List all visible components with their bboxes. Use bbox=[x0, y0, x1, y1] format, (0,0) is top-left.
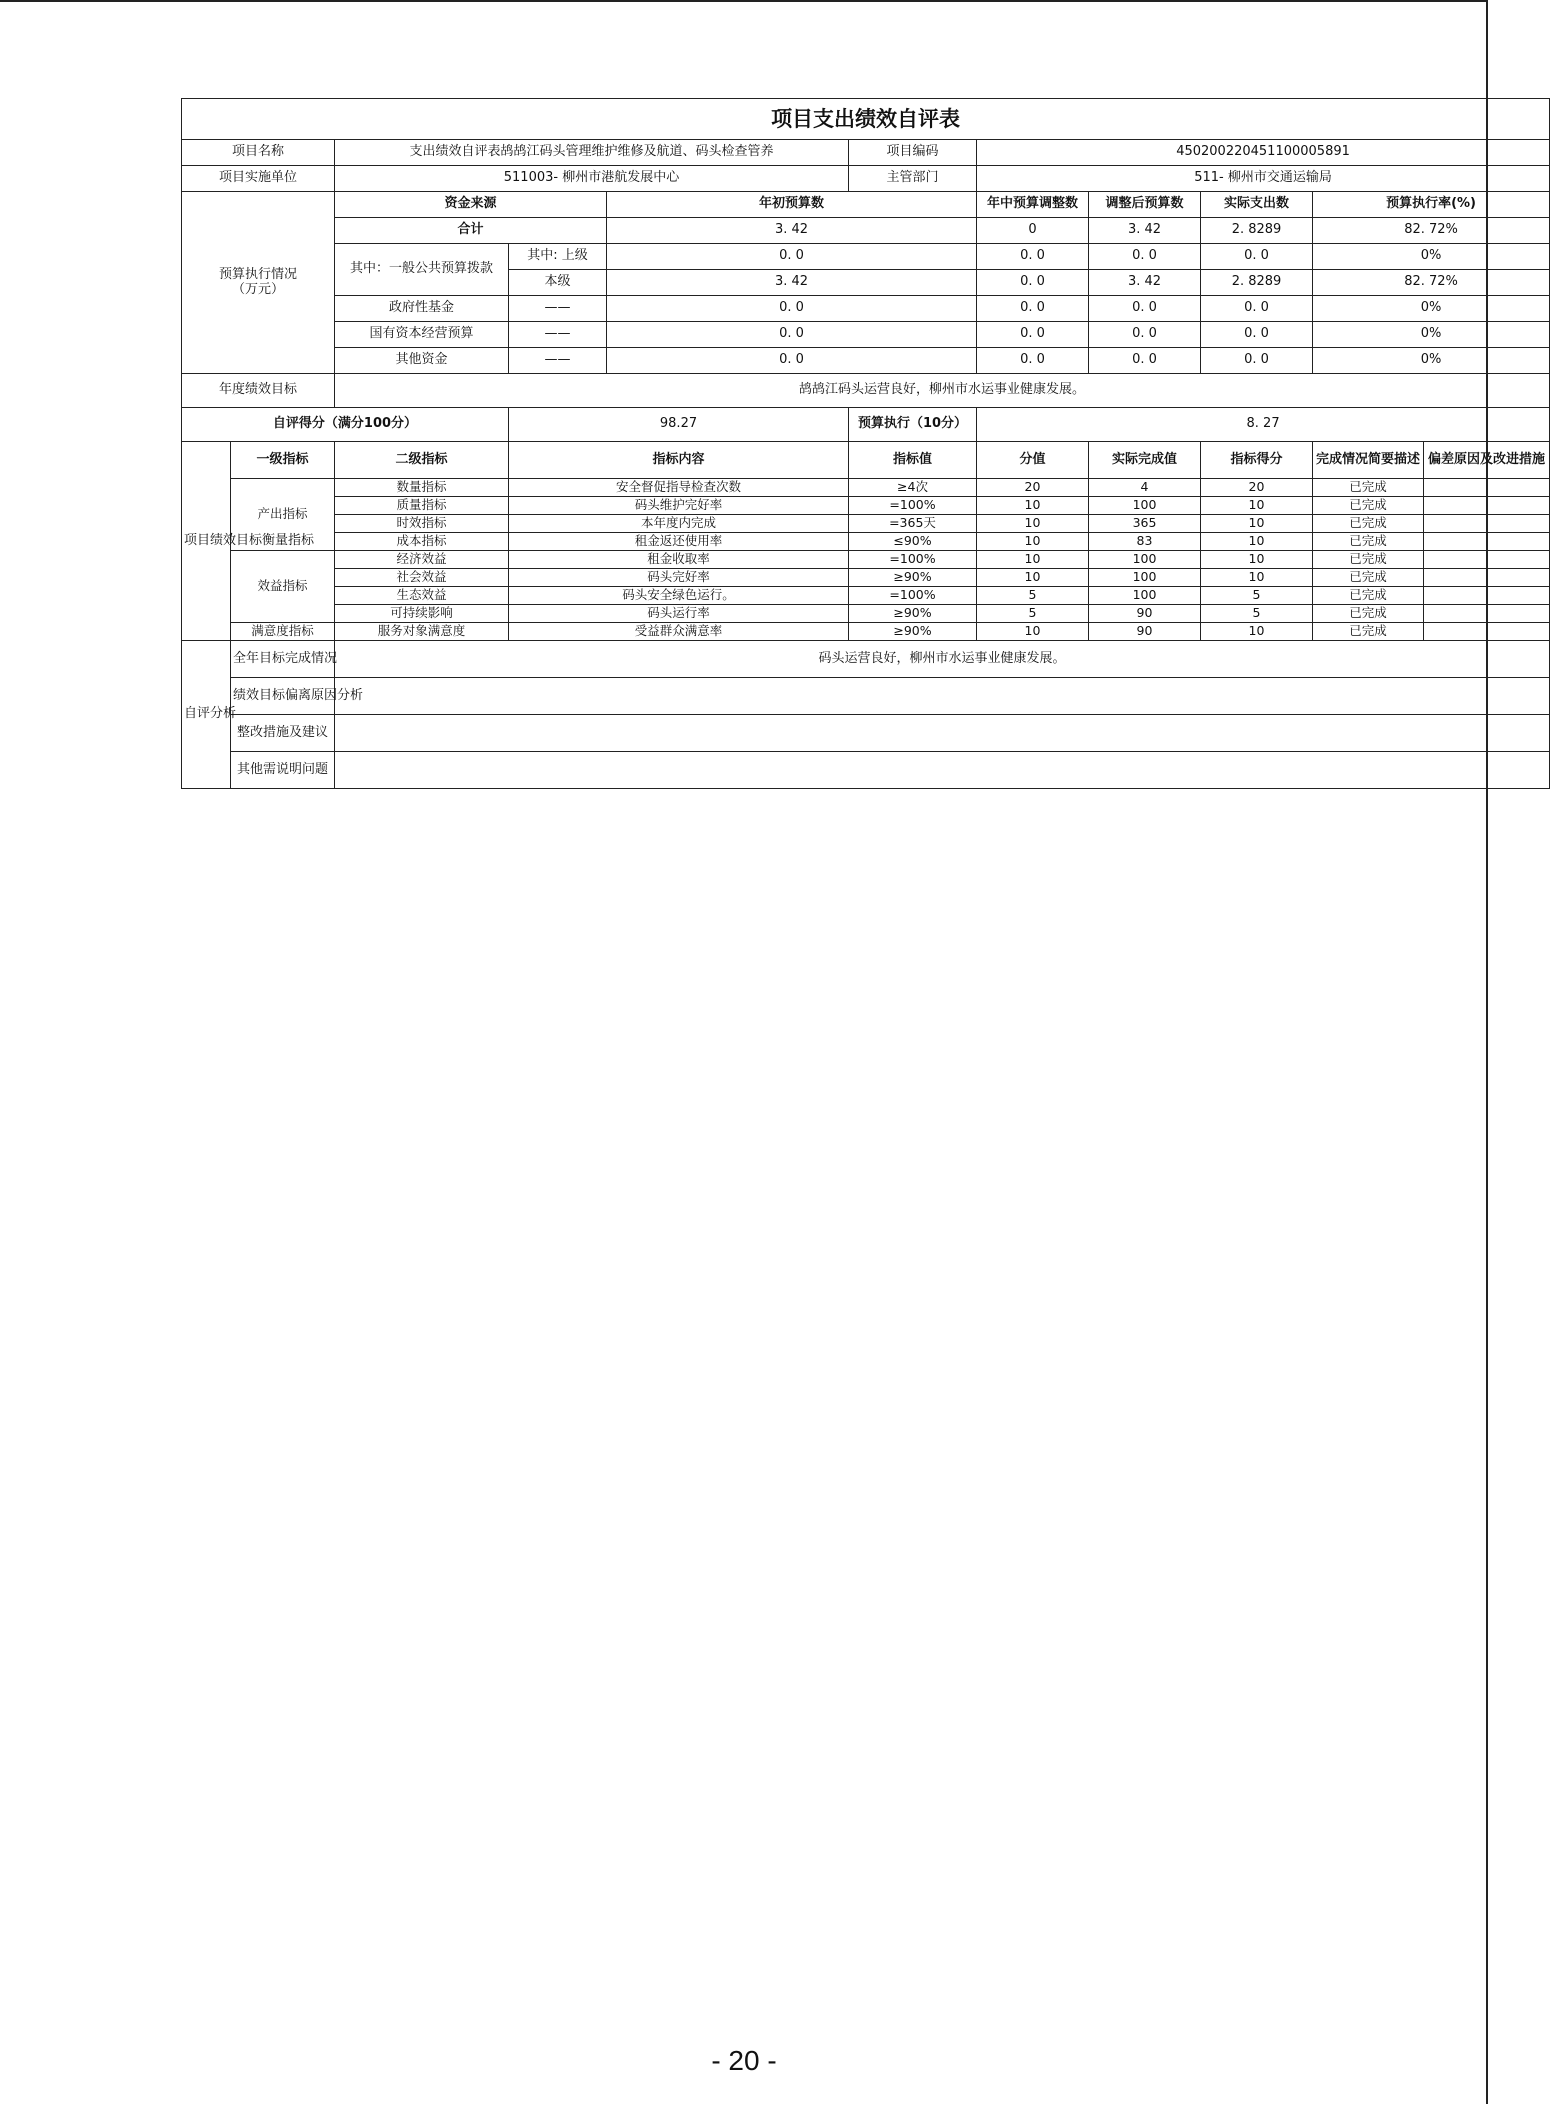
indicator-deviation bbox=[1424, 497, 1550, 515]
indicator-status: 已完成 bbox=[1313, 551, 1424, 569]
total-rate: 82. 72% bbox=[1313, 218, 1550, 244]
project-name-label: 项目名称 bbox=[182, 140, 335, 166]
header-midyear-adjust: 年中预算调整数 bbox=[977, 192, 1089, 218]
upper-actual: 0. 0 bbox=[1201, 244, 1313, 270]
indicator-deviation bbox=[1424, 587, 1550, 605]
annual-goal-value: 鸪鸪江码头运营良好，柳州市水运事业健康发展。 bbox=[335, 374, 1550, 408]
indicator-content: 受益群众满意率 bbox=[509, 623, 849, 641]
header-deviation: 偏差原因及改进措施 bbox=[1424, 442, 1550, 479]
other-fund-adjust: 0. 0 bbox=[977, 348, 1089, 374]
table-row bbox=[182, 587, 1550, 605]
general-budget-label: 其中：一般公共预算拨款 bbox=[335, 244, 509, 296]
state-capital-rate: 0% bbox=[1313, 322, 1550, 348]
completion-label: 全年目标完成情况 bbox=[231, 641, 335, 678]
gov-fund-rate: 0% bbox=[1313, 296, 1550, 322]
indicator-actual: 90 bbox=[1089, 623, 1201, 641]
gov-fund-adjusted: 0. 0 bbox=[1089, 296, 1201, 322]
indicator-status: 已完成 bbox=[1313, 479, 1424, 497]
header-status: 完成情况简要描述 bbox=[1313, 442, 1424, 479]
deviation-analysis-value bbox=[335, 678, 1550, 715]
table-row bbox=[182, 515, 1550, 533]
indicator-weight: 10 bbox=[977, 623, 1089, 641]
header-actual-value: 实际完成值 bbox=[1089, 442, 1201, 479]
table-title: 项目支出绩效自评表 bbox=[182, 99, 1550, 140]
total-adjusted: 3. 42 bbox=[1089, 218, 1201, 244]
other-fund-rate: 0% bbox=[1313, 348, 1550, 374]
indicator-score: 10 bbox=[1201, 551, 1313, 569]
group-satisfaction-label: 满意度指标 bbox=[231, 623, 335, 641]
indicator-score: 10 bbox=[1201, 623, 1313, 641]
header-target: 指标值 bbox=[849, 442, 977, 479]
measures-value bbox=[335, 715, 1550, 752]
indicator-status: 已完成 bbox=[1313, 533, 1424, 551]
gov-fund-initial: 0. 0 bbox=[607, 296, 977, 322]
implementing-unit-label: 项目实施单位 bbox=[182, 166, 335, 192]
table-row bbox=[182, 623, 1550, 641]
header-adjusted-budget: 调整后预算数 bbox=[1089, 192, 1201, 218]
indicator-score: 10 bbox=[1201, 497, 1313, 515]
gov-fund-label: 政府性基金 bbox=[335, 296, 509, 322]
indicator-content: 码头完好率 bbox=[509, 569, 849, 587]
deviation-analysis-label: 绩效目标偏离原因分析 bbox=[231, 678, 335, 715]
indicator-score: 20 bbox=[1201, 479, 1313, 497]
table-row bbox=[182, 551, 1550, 569]
budget-exec-score-label: 预算执行（10分） bbox=[849, 408, 977, 442]
indicator-weight: 10 bbox=[977, 497, 1089, 515]
other-fund-actual: 0. 0 bbox=[1201, 348, 1313, 374]
gov-fund-dash: —— bbox=[509, 296, 607, 322]
indicator-actual: 100 bbox=[1089, 587, 1201, 605]
indicator-target: =100% bbox=[849, 587, 977, 605]
indicator-content: 本年度内完成 bbox=[509, 515, 849, 533]
indicator-weight: 10 bbox=[977, 515, 1089, 533]
table-row bbox=[182, 497, 1550, 515]
other-fund-dash: —— bbox=[509, 348, 607, 374]
indicator-weight: 10 bbox=[977, 569, 1089, 587]
indicator-level2: 质量指标 bbox=[335, 497, 509, 515]
project-code-label: 项目编码 bbox=[849, 140, 977, 166]
indicator-level2: 经济效益 bbox=[335, 551, 509, 569]
indicator-target: =100% bbox=[849, 551, 977, 569]
upper-adjusted: 0. 0 bbox=[1089, 244, 1201, 270]
state-capital-actual: 0. 0 bbox=[1201, 322, 1313, 348]
local-initial: 3. 42 bbox=[607, 270, 977, 296]
local-actual: 2. 8289 bbox=[1201, 270, 1313, 296]
indicator-target: ≥90% bbox=[849, 605, 977, 623]
indicator-status: 已完成 bbox=[1313, 623, 1424, 641]
indicator-actual: 100 bbox=[1089, 497, 1201, 515]
state-capital-adjusted: 0. 0 bbox=[1089, 322, 1201, 348]
header-score: 指标得分 bbox=[1201, 442, 1313, 479]
indicator-target: ≥90% bbox=[849, 623, 977, 641]
indicator-content: 租金返还使用率 bbox=[509, 533, 849, 551]
indicator-target: =100% bbox=[849, 497, 977, 515]
project-name-value: 支出绩效自评表鸪鸪江码头管理维护维修及航道、码头检查管养 bbox=[335, 140, 849, 166]
indicator-content: 租金收取率 bbox=[509, 551, 849, 569]
indicator-weight: 20 bbox=[977, 479, 1089, 497]
supervising-dept-value: 511- 柳州市交通运输局 bbox=[977, 166, 1550, 192]
total-adjust: 0 bbox=[977, 218, 1089, 244]
indicator-content: 码头维护完好率 bbox=[509, 497, 849, 515]
indicator-target: ≥90% bbox=[849, 569, 977, 587]
gov-fund-actual: 0. 0 bbox=[1201, 296, 1313, 322]
group-benefit-label: 效益指标 bbox=[231, 551, 335, 623]
indicator-deviation bbox=[1424, 515, 1550, 533]
group-output-label: 产出指标 bbox=[231, 479, 335, 551]
indicator-score: 5 bbox=[1201, 605, 1313, 623]
indicator-target: ≥4次 bbox=[849, 479, 977, 497]
indicator-level2: 服务对象满意度 bbox=[335, 623, 509, 641]
indicator-level2: 时效指标 bbox=[335, 515, 509, 533]
top-border-line bbox=[0, 0, 1488, 2]
state-capital-label: 国有资本经营预算 bbox=[335, 322, 509, 348]
indicator-level2: 成本指标 bbox=[335, 533, 509, 551]
indicator-weight: 5 bbox=[977, 605, 1089, 623]
header-weight: 分值 bbox=[977, 442, 1089, 479]
upper-rate: 0% bbox=[1313, 244, 1550, 270]
state-capital-dash: —— bbox=[509, 322, 607, 348]
indicator-target: =365天 bbox=[849, 515, 977, 533]
header-fund-source: 资金来源 bbox=[335, 192, 607, 218]
indicator-status: 已完成 bbox=[1313, 497, 1424, 515]
indicator-level2: 可持续影响 bbox=[335, 605, 509, 623]
indicator-content: 安全督促指导检查次数 bbox=[509, 479, 849, 497]
indicator-actual: 83 bbox=[1089, 533, 1201, 551]
total-label: 合计 bbox=[335, 218, 607, 244]
indicator-weight: 10 bbox=[977, 551, 1089, 569]
indicator-deviation bbox=[1424, 623, 1550, 641]
performance-self-evaluation-table bbox=[181, 98, 1550, 789]
indicator-weight: 5 bbox=[977, 587, 1089, 605]
indicator-status: 已完成 bbox=[1313, 569, 1424, 587]
indicator-deviation bbox=[1424, 551, 1550, 569]
state-capital-adjust: 0. 0 bbox=[977, 322, 1089, 348]
table-row bbox=[182, 569, 1550, 587]
indicator-deviation bbox=[1424, 533, 1550, 551]
indicator-target: ≤90% bbox=[849, 533, 977, 551]
other-fund-initial: 0. 0 bbox=[607, 348, 977, 374]
indicator-weight: 10 bbox=[977, 533, 1089, 551]
local-rate: 82. 72% bbox=[1313, 270, 1550, 296]
total-initial: 3. 42 bbox=[607, 218, 977, 244]
header-initial-budget: 年初预算数 bbox=[607, 192, 977, 218]
gov-fund-adjust: 0. 0 bbox=[977, 296, 1089, 322]
header-level2: 二级指标 bbox=[335, 442, 509, 479]
indicator-status: 已完成 bbox=[1313, 605, 1424, 623]
indicator-actual: 4 bbox=[1089, 479, 1201, 497]
indicator-level2: 生态效益 bbox=[335, 587, 509, 605]
local-adjust: 0. 0 bbox=[977, 270, 1089, 296]
upper-level-label: 其中: 上级 bbox=[509, 244, 607, 270]
annual-goal-label: 年度绩效目标 bbox=[182, 374, 335, 408]
other-fund-label: 其他资金 bbox=[335, 348, 509, 374]
total-actual: 2. 8289 bbox=[1201, 218, 1313, 244]
indicator-deviation bbox=[1424, 479, 1550, 497]
indicator-deviation bbox=[1424, 605, 1550, 623]
completion-value: 码头运营良好，柳州市水运事业健康发展。 bbox=[335, 641, 1550, 678]
indicator-actual: 100 bbox=[1089, 569, 1201, 587]
budget-exec-score-value: 8. 27 bbox=[977, 408, 1550, 442]
local-adjusted: 3. 42 bbox=[1089, 270, 1201, 296]
indicator-deviation bbox=[1424, 569, 1550, 587]
header-level1: 一级指标 bbox=[231, 442, 335, 479]
indicators-section-label: 项目绩效目标衡量指标 bbox=[182, 442, 231, 641]
other-issues-value bbox=[335, 752, 1550, 789]
table-row bbox=[182, 533, 1550, 551]
indicator-score: 5 bbox=[1201, 587, 1313, 605]
analysis-section-label: 自评分析 bbox=[182, 641, 231, 789]
other-issues-label: 其他需说明问题 bbox=[231, 752, 335, 789]
implementing-unit-value: 511003- 柳州市港航发展中心 bbox=[335, 166, 849, 192]
self-score-value: 98.27 bbox=[509, 408, 849, 442]
self-score-label: 自评得分（满分100分） bbox=[182, 408, 509, 442]
indicator-score: 10 bbox=[1201, 569, 1313, 587]
measures-label: 整改措施及建议 bbox=[231, 715, 335, 752]
indicator-actual: 365 bbox=[1089, 515, 1201, 533]
local-level-label: 本级 bbox=[509, 270, 607, 296]
other-fund-adjusted: 0. 0 bbox=[1089, 348, 1201, 374]
table-row bbox=[182, 605, 1550, 623]
indicator-status: 已完成 bbox=[1313, 587, 1424, 605]
table-row bbox=[182, 479, 1550, 497]
upper-adjust: 0. 0 bbox=[977, 244, 1089, 270]
indicator-content: 码头运行率 bbox=[509, 605, 849, 623]
indicator-score: 10 bbox=[1201, 515, 1313, 533]
header-execution-rate: 预算执行率(%) bbox=[1313, 192, 1550, 218]
indicator-status: 已完成 bbox=[1313, 515, 1424, 533]
header-content: 指标内容 bbox=[509, 442, 849, 479]
header-actual-spend: 实际支出数 bbox=[1201, 192, 1313, 218]
indicator-level2: 数量指标 bbox=[335, 479, 509, 497]
budget-section-label: 预算执行情况 （万元） bbox=[182, 192, 335, 374]
indicator-level2: 社会效益 bbox=[335, 569, 509, 587]
indicator-score: 10 bbox=[1201, 533, 1313, 551]
upper-initial: 0. 0 bbox=[607, 244, 977, 270]
indicator-actual: 90 bbox=[1089, 605, 1201, 623]
page-number: - 20 - bbox=[711, 2045, 777, 2076]
indicator-actual: 100 bbox=[1089, 551, 1201, 569]
indicator-content: 码头安全绿色运行。 bbox=[509, 587, 849, 605]
state-capital-initial: 0. 0 bbox=[607, 322, 977, 348]
supervising-dept-label: 主管部门 bbox=[849, 166, 977, 192]
project-code-value: 450200220451100005891 bbox=[977, 140, 1550, 166]
